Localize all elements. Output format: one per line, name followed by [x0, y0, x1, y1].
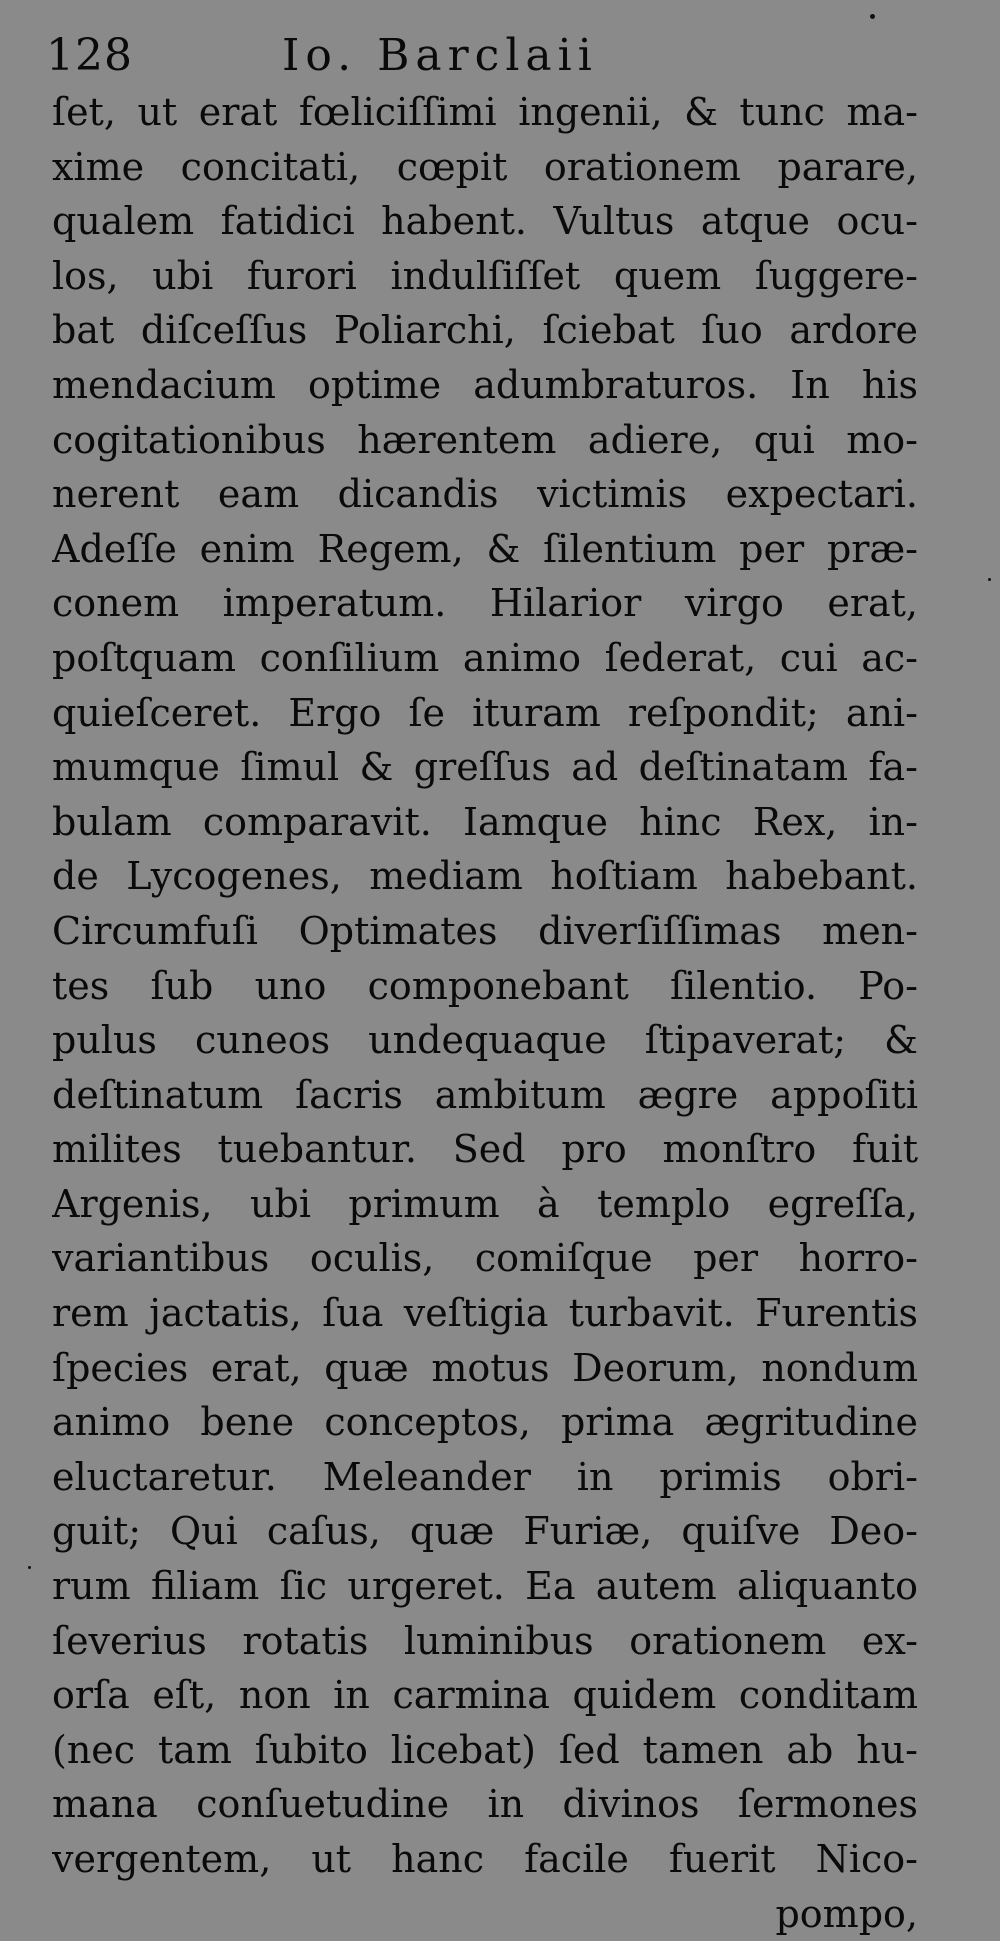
text-line: animo bene conceptos, prima ægritudine	[52, 1400, 918, 1445]
ink-speck	[988, 578, 991, 581]
text-line: bat diſceſſus Poliarchi, ſciebat ſuo ardore	[52, 308, 918, 353]
text-line: orſa eſt, non in carmina quidem conditam	[52, 1673, 918, 1718]
text-line: quieſceret. Ergo ſe ituram reſpondit; ani-	[52, 690, 918, 735]
body-text	[52, 85, 918, 1941]
ink-speck	[28, 1566, 31, 1569]
page-header	[46, 30, 946, 90]
text-line: poſtquam conſilium animo ſederat, cui ac-	[52, 635, 918, 680]
text-line: deſtinatum ſacris ambitum ægre appoſiti	[52, 1072, 918, 1117]
page-number: 128	[46, 30, 133, 81]
text-line: rem jactatis, ſua veſtigia turbavit. Furentis	[52, 1291, 918, 1336]
text-line: mana conſuetudine in divinos ſermones	[52, 1782, 918, 1827]
text-line: tes ſub uno componebant ſilentio. Po-	[52, 963, 918, 1008]
text-line: pulus cuneos undequaque ſtipaverat; &	[52, 1018, 918, 1063]
text-line: mendacium optime adumbraturos. In his	[52, 362, 918, 407]
text-line: rum filiam ſic urgeret. Ea autem aliquanto	[52, 1564, 918, 1609]
text-line: guit; Qui caſus, quæ Furiæ, quiſve Deo-	[52, 1509, 918, 1554]
ink-speck	[870, 14, 875, 19]
text-line: milites tuebantur. Sed pro monſtro fuit	[52, 1127, 918, 1172]
text-line: xime concitati, cœpit orationem parare,	[52, 144, 918, 189]
text-line: bulam comparavit. Iamque hinc Rex, in-	[52, 799, 918, 844]
running-head: Io. Barclaii	[282, 30, 598, 81]
catchword: pompo,	[775, 1891, 918, 1936]
text-line: (nec tam ſubito licebat) ſed tamen ab hu-	[52, 1727, 918, 1772]
text-line: vergentem, ut hanc facile fuerit Nico-	[52, 1837, 918, 1881]
text-line: qualem fatidici habent. Vultus atque ocu-	[52, 199, 918, 244]
text-line: ſet, ut erat fœliciſſimi ingenii, & tunc ma-	[52, 90, 918, 134]
text-line: Circumfuſi Optimates diverſiſſimas men-	[52, 908, 918, 953]
text-line: los, ubi furori indulſiſſet quem ſuggere-	[52, 253, 918, 298]
text-line: conem imperatum. Hilarior virgo erat,	[52, 581, 918, 626]
text-line: ſeverius rotatis luminibus orationem ex-	[52, 1618, 918, 1663]
text-line: eluctaretur. Meleander in primis obri-	[52, 1454, 918, 1499]
text-line: ſpecies erat, quæ motus Deorum, nondum	[52, 1345, 918, 1390]
text-line: de Lycogenes, mediam hoſtiam habebant.	[52, 854, 918, 899]
text-line: variantibus oculis, comiſque per horro-	[52, 1236, 918, 1281]
text-line: mumque ſimul & greſſus ad deſtinatam fa-	[52, 745, 918, 790]
text-line: cogitationibus hærentem adiere, qui mo-	[52, 417, 918, 462]
text-line: Adeſſe enim Regem, & ſilentium per præ-	[52, 526, 918, 571]
text-line: Argenis, ubi primum à templo egreſſa,	[52, 1181, 918, 1226]
text-line: nerent eam dicandis victimis expectari.	[52, 472, 918, 517]
